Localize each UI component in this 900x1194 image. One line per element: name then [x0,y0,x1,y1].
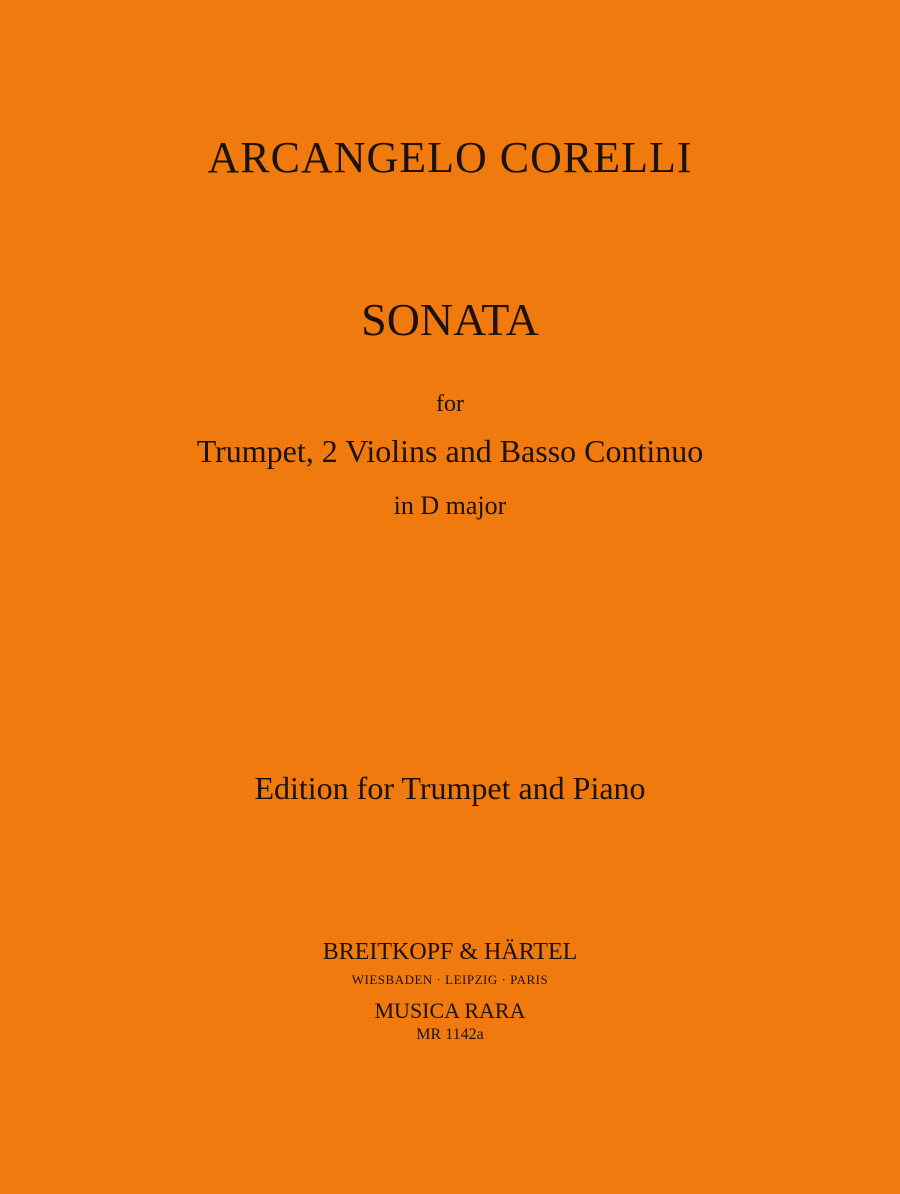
edition-note: Edition for Trumpet and Piano [254,770,646,806]
publisher-name: BREITKOPF & HÄRTEL [322,939,578,965]
publisher-cities: WIESBADEN · LEIPZIG · PARIS [351,972,549,987]
for-label: for [436,391,464,417]
work-title: SONATA [361,294,539,345]
key-signature: in D major [393,491,507,520]
imprint-name: MUSICA RARA [374,998,526,1023]
composer-name: ARCANGELO CORELLI [207,133,693,182]
instrumentation: Trumpet, 2 Violins and Basso Continuo [196,433,704,469]
catalog-number: MR 1142a [416,1026,484,1043]
